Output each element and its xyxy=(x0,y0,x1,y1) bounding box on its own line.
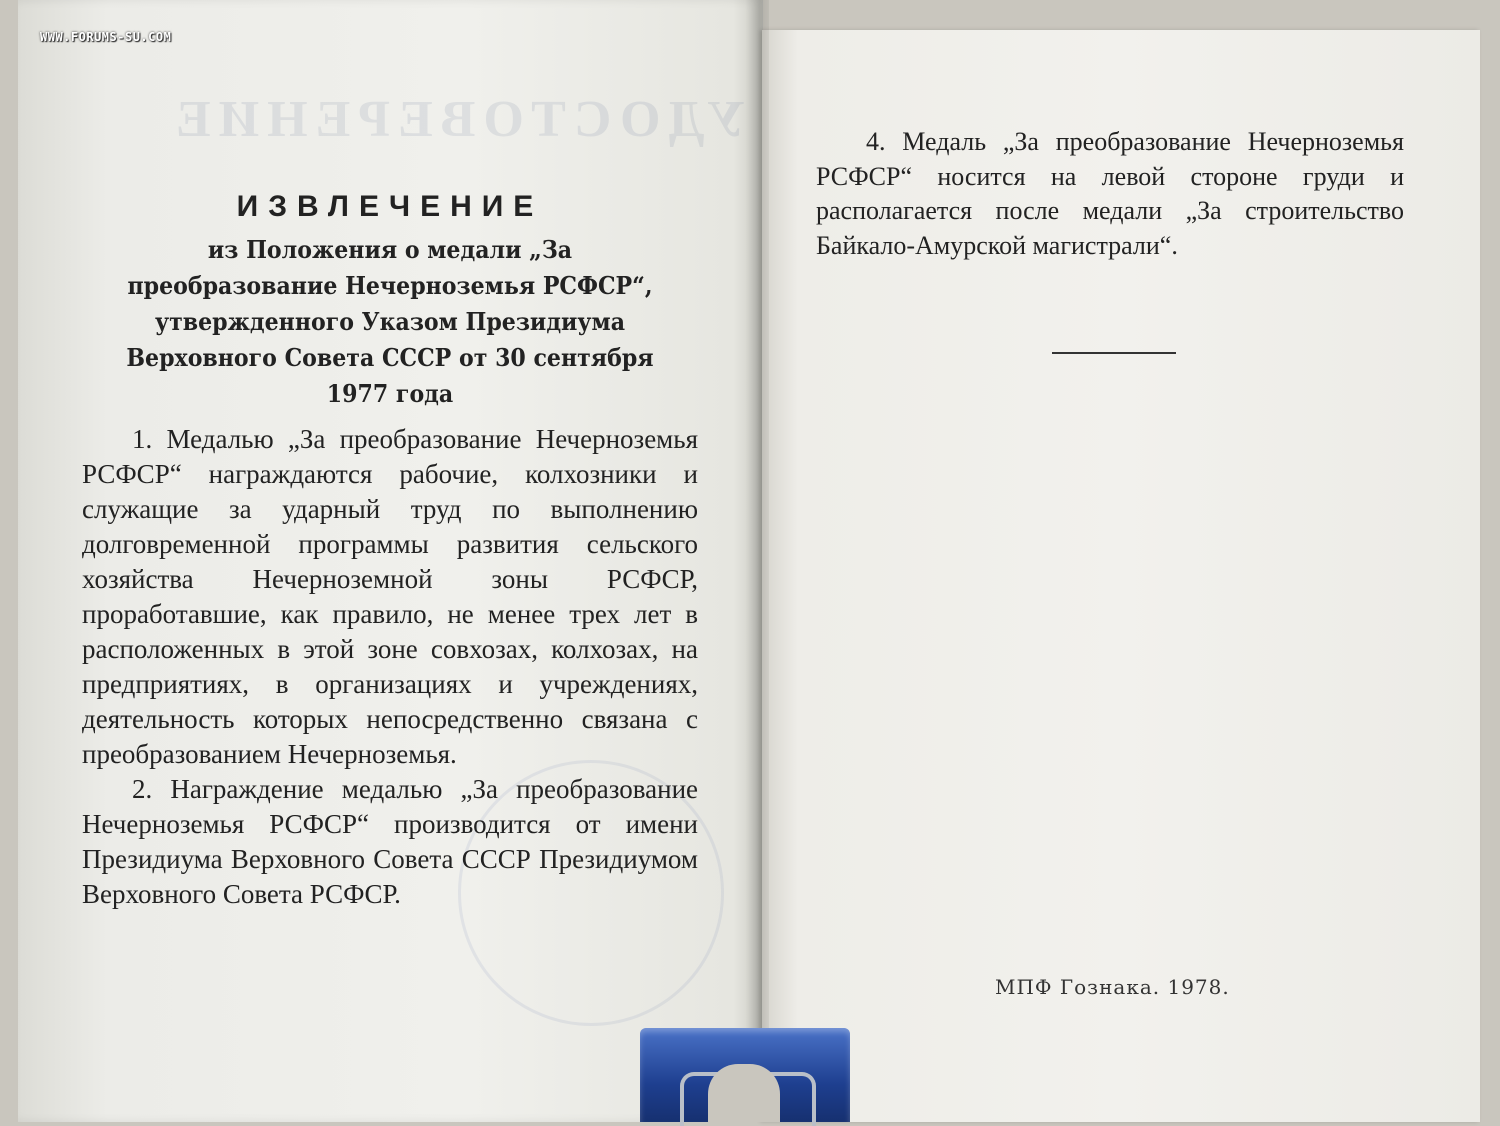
book-fold xyxy=(745,0,769,1122)
document-subtitle: из Положения о медали „За преобразование Нечерноземья РСФСР“, утвержденного Указом Президиума Верховного Совета СССР от 30 сентября 1977 года xyxy=(126,235,654,408)
left-page-text xyxy=(82,190,698,912)
clause-1: 1. Медалью „За преобразование Нечерноземья РСФСР“ награждаются рабочие, колхозники и служащие за ударный труд по выполнению долговременной программы развития сельского хозяйства Нечерноземной зоны РСФСР, проработавшие, как правило, не менее трех лет в расположенных в этой зоне совхозах, колхозах, на предприятиях, в организациях и учреждениях, деятельность которых непосредственно связана с преобразованием Нечерноземья. xyxy=(82,424,698,769)
bleed-through-text: УДОСТОВЕРЕНИЕ xyxy=(168,91,746,148)
binder-clip xyxy=(640,1028,850,1122)
watermark: WWW.FORUMS-SU.COM xyxy=(40,30,172,44)
clause-2: 2. Награждение медалью „За преобразование Нечерноземья РСФСР“ производится от имени Президиума Верховного Совета СССР Президиумом Верховного Совета РСФСР. xyxy=(82,774,698,909)
clip-notch xyxy=(708,1064,780,1122)
page-title: ИЗВЛЕЧЕНИЕ xyxy=(236,190,544,223)
divider-rule xyxy=(1052,352,1176,354)
clause-4: 4. Медаль „За преобразование Нечерноземья РСФСР“ носится на левой стороне груди и располагается после медали „За строительство Байкало-Амурской магистрали“. xyxy=(816,127,1404,260)
right-page-text xyxy=(816,125,1404,263)
printer-imprint: МПФ Гознака. 1978. xyxy=(995,975,1230,999)
